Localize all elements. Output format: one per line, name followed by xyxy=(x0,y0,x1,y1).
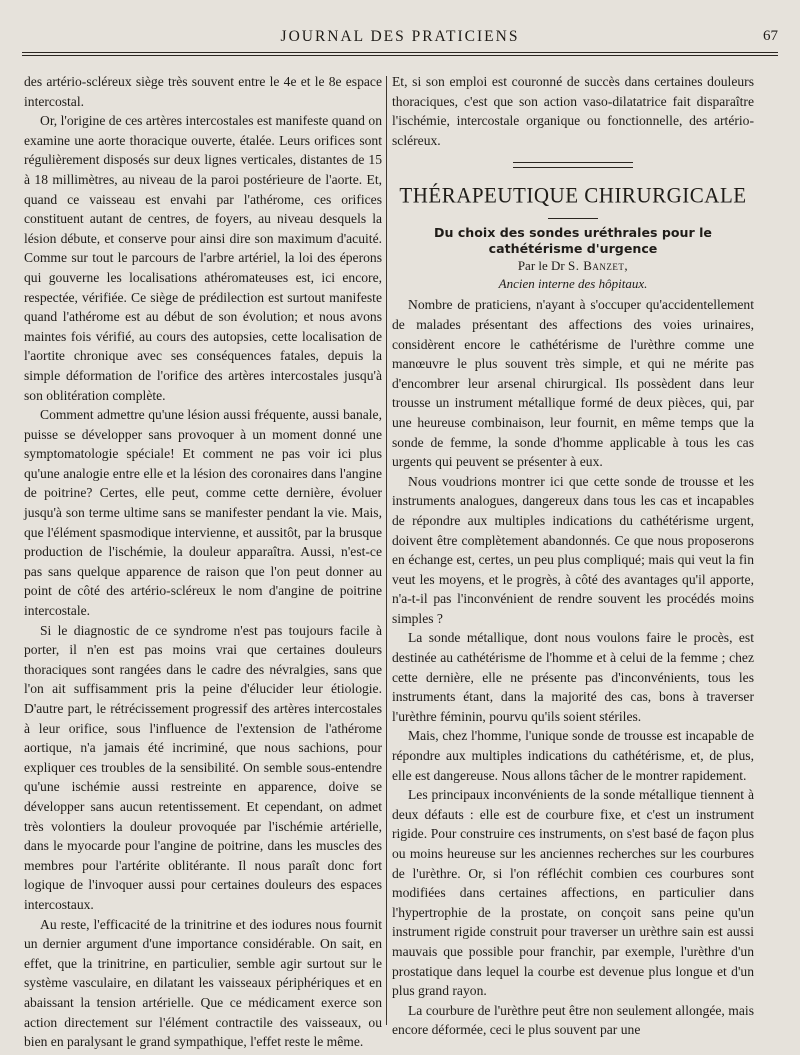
author-name: S. Banzet, xyxy=(568,258,629,274)
article-title-line: Du choix des sondes uréthrales pour le xyxy=(434,225,712,241)
column-divider xyxy=(386,76,387,1025)
section-ornament-rule xyxy=(513,162,633,168)
header-rule xyxy=(22,52,778,53)
title-rule xyxy=(548,218,598,219)
left-column xyxy=(24,72,382,1050)
paragraph: Mais, chez l'homme, l'unique sonde de trousse est incapable de répondre aux multiples indications du cathétérisme, et, de plus, elle est dangereuse. Nous allons tâcher de le montrer rapidement. xyxy=(392,728,754,783)
article-title xyxy=(392,225,754,257)
byline-prefix: Par le Dr xyxy=(517,258,565,274)
paragraph: Si le diagnostic de ce syndrome n'est pas toujours facile à porter, il n'en est pas moins vrai que certaines douleurs thoraciques sont rangées dans le cadre des névralgies, sans que l'on ait suffisamment pris la peine d'élucider leur étiologie. D'autre part, le rétrécissement progressif des artères intercostales à leur orifice, sous l'influence de l'extension de l'athérome aortique, n'a jamais été incriminé, que nous sachions, pour expliquer ces troubles de la sensibilité. On semble sous-entendre qu'une ischémie aussi restreinte en apparence, doive se développer sans aucun retentissement. Et cependant, on admet très volontiers la douleur provoquée par l'ischémie artérielle, dans le myocarde pour l'angine de poitrine, dans les muscles des membres pour l'artérite oblitérante. Il nous paraît donc fort logique de l'invoquer aussi pour certaines douleurs des espaces intercostaux. xyxy=(24,622,382,912)
paragraph: Au reste, l'efficacité de la trinitrine et des iodures nous fournit un dernier argument d'une importance considérable. On sait, en effet, que la trinitrine, en particulier, semble agir surtout sur le système vasculaire, en dilatant les vaisseaux périphériques et en abaissant la tension artérielle. Que ce médicament exerce son action directement sur l'élément contractile des vaisseaux, ou bien en paralysant le grand sympathique, l'effet reste le même. xyxy=(24,916,382,1050)
paragraph: Et, si son emploi est couronné de succès dans certaines douleurs thoraciques, c'est que son action vaso-dilatatrice fait disparaître l'ischémie, intercostale organique ou fonctionnelle, des artério-scléreux. xyxy=(392,74,754,148)
article-title-line: cathétérisme d'urgence xyxy=(488,241,658,257)
page-number: 67 xyxy=(763,28,778,44)
paragraph: La sonde métallique, dont nous voulons faire le procès, est destinée au cathétérisme de l'homme et à celui de la femme ; chez cette dernière, elle ne présente pas d'inconvénients, tous les instruments étant, dans la majorité des cas, bons à traverser l'urèthre féminin, pourvu qu'ils soient stériles. xyxy=(392,630,754,724)
paragraph: Nous voudrions montrer ici que cette sonde de trousse et les instruments analogues, dangereux dans tous les cas et incapables de répondre aux multiples indications du cathétérisme urgent, doivent être complètement abandonnés. Ce que nous proposerons en échange est, certes, un peu plus compliqué; mais qui veut la fin veut les moyens, et le progrès, à côté des avantages qu'il apporte, n'a-t-il pas l'inconvénient de rendre souvent les procédés moins simples ? xyxy=(392,473,754,626)
journal-title: JOURNAL DES PRATICIENS xyxy=(280,28,520,45)
section-title: THÉRAPEUTIQUE CHIRURGICALE xyxy=(399,182,747,208)
paragraph: La courbure de l'urèthre peut être non seulement allongée, mais encore déformée, ceci le plus souvent par une xyxy=(392,1002,754,1038)
paragraph: Nombre de praticiens, n'ayant à s'occuper qu'accidentellement de malades présentant des affections des voies urinaires, considèrent encore le cathétérisme de l'urèthre comme une manœuvre le plus souvent très simple, et qui ne mérite pas d'encombrer leur arsenal chirurgical. Ils possèdent dans leur trousse un instrument métallique formé de deux pièces, qui, par une heureuse combinaison, leur fournit, en même temps que la sonde de femme, la sonde d'homme applicable à tous les cas urgents qui peuvent se présenter à eux. xyxy=(392,297,754,470)
paragraph: des artério-scléreux siège très souvent entre le 4e et le 8e espace intercostal. xyxy=(24,74,382,109)
byline xyxy=(392,257,754,275)
right-column xyxy=(392,72,754,1038)
running-header xyxy=(22,26,778,50)
paragraph: Or, l'origine de ces artères intercostales est manifeste quand on examine une aorte thoracique ouverte, étalée. Leurs orifices sont régulièrement disposés sur deux lignes verticales, distantes de 15 à 18 millimètres, au niveau de la paroi postérieure de l'aorte. Et, quand ce vaisseau est envahi par l'athérome, ces orifices constituent autant de centres, de foyers, au niveau desquels la lésion débute, et conserve pour ainsi dire son maximum d'acuité. Comme sur tout le parcours de l'arbre artériel, la loi des éperons qui gouverne les localisations athéromateuses est, ici encore, respectée, vérifiée. Ce siège de prédilection est surtout manifeste quand l'athérome est au début de son évolution; et nous avons maintes fois vérifié, au cours des autopsies, cette localisation de l'aortite chronique avec ses conséquences fatales, depuis la simple déformation de l'orifice des artères intercostales jusqu'à son oblitération complète. xyxy=(24,113,382,403)
paragraph: Comment admettre qu'une lésion aussi fréquente, aussi banale, puisse se développer sans provoquer à un moment donné une symptomatologie spéciale! Et comment ne pas voir ici plus qu'une analogie entre elle et la lésion des coronaires dans l'angine de poitrine? Certes, elle peut, comme cette dernière, évoluer jusqu'à son terme ultime sans se manifester pendant la vie. Mais, que l'élément spasmodique intervienne, et aussitôt, par la brusque production de l'ischémie, la douleur apparaîtra. Aussi, n'est-ce pas sans quelque apparence de raison que l'on peut donner au point de côté des artério-scléreux le nom d'angine de poitrine intercostale. xyxy=(24,407,382,619)
paragraph: Les principaux inconvénients de la sonde métallique tiennent à deux défauts : elle est de courbure fixe, et c'est un instrument rigide. Pour construire ces instruments, on s'est basé de façon plus ou moins heureuse sur les anciennes recherches sur les courbures de l'urèthre. Or, si l'on réfléchit combien ces courbures sont modifiées dans certaines affections, en particulier dans l'hypertrophie de la prostate, on conçoit sans peine qu'un instrument rigide construit pour traverser un urèthre sain est aussi mauvais que possible pour franchir, par exemple, l'urèthre d'un prostatique dans lequel la courbe est devenue plus longue et d'un plus grand rayon. xyxy=(392,787,754,999)
header-rule-secondary xyxy=(22,55,778,56)
author-affiliation: Ancien interne des hôpitaux. xyxy=(498,276,648,292)
